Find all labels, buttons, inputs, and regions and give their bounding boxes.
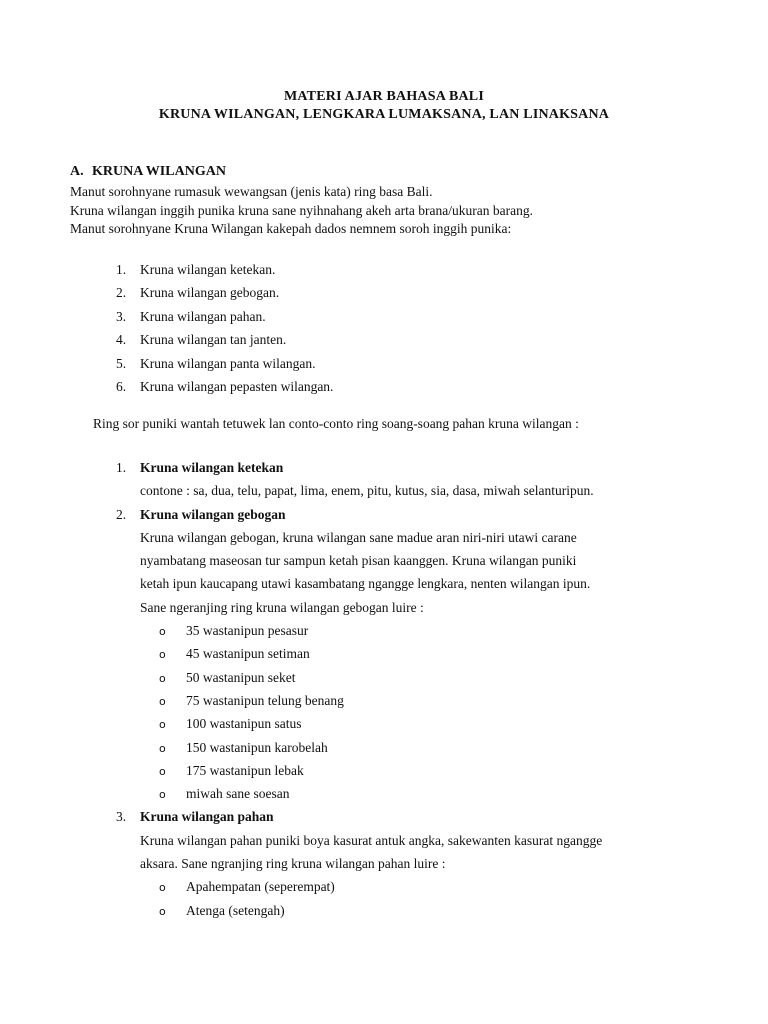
list-text: Kruna wilangan gebogan. xyxy=(140,285,280,301)
bullet-text: miwah sane soesan xyxy=(186,786,290,802)
bullet-item xyxy=(116,714,716,737)
intro-line: Kruna wilangan inggih punika kruna sane nyihnahang akeh arta brana/ukuran barang. xyxy=(70,203,533,218)
document-subtitle: KRUNA WILANGAN, LENGKARA LUMAKSANA, LAN LINAKSANA xyxy=(158,107,610,122)
list-number: 1. xyxy=(116,460,127,475)
bullet-icon: o xyxy=(159,764,166,778)
bullet-icon: o xyxy=(159,788,166,802)
bullet-text: 50 wastanipun seket xyxy=(186,669,296,685)
explanation-intro: Ring sor puniki wantah tetuwek lan conto-conto ring soang-soang pahan kruna wilangan : xyxy=(93,416,579,431)
section-title: KRUNA WILANGAN xyxy=(92,164,226,179)
bullet-icon: o xyxy=(159,625,166,639)
list-text: Kruna wilangan pahan. xyxy=(140,308,266,324)
list-number: 6. xyxy=(116,378,127,394)
detail-heading-row xyxy=(116,505,716,528)
list-item xyxy=(116,260,333,283)
list-text: Kruna wilangan ketekan. xyxy=(140,262,276,277)
detail-text: Kruna wilangan pahan puniki boya kasurat antuk angka, sakewanten kasurat ngangge xyxy=(140,832,603,848)
list-number: 1. xyxy=(116,262,127,277)
list-number: 2. xyxy=(116,506,127,522)
bullet-item xyxy=(116,784,716,807)
detail-text: Sane ngeranjing ring kruna wilangan gebogan luire : xyxy=(140,599,424,615)
bullet-text: 45 wastanipun setiman xyxy=(186,646,310,662)
bullet-text: Atenga (setengah) xyxy=(186,902,285,918)
intro-line: Manut sorohnyane rumasuk wewangsan (jenis kata) ring basa Bali. xyxy=(70,184,433,199)
bullet-icon: o xyxy=(159,671,166,685)
detail-text: contone : sa, dua, telu, papat, lima, enem, pitu, kutus, sia, dasa, miwah selanturipun. xyxy=(140,483,594,499)
bullet-text: Apahempatan (seperempat) xyxy=(186,879,335,895)
bullet-item xyxy=(116,621,716,644)
list-number: 3. xyxy=(116,809,127,825)
list-number: 5. xyxy=(116,355,127,371)
section-heading xyxy=(70,164,226,180)
bullet-item xyxy=(116,877,716,900)
bullet-icon: o xyxy=(159,694,166,708)
list-item xyxy=(116,283,333,306)
list-item xyxy=(116,330,333,353)
list-text: Kruna wilangan pepasten wilangan. xyxy=(140,378,334,394)
bullet-item xyxy=(116,738,716,761)
bullet-icon: o xyxy=(159,881,166,895)
detail-text: nyambatang maseosan tur sampun ketah pisan kaanggen. Kruna wilangan puniki xyxy=(140,553,577,569)
list-number: 3. xyxy=(116,308,127,324)
bullet-icon: o xyxy=(159,904,166,918)
details-list xyxy=(116,458,716,924)
section-letter: A. xyxy=(70,164,84,179)
bullet-text: 75 wastanipun telung benang xyxy=(186,692,344,708)
list-item xyxy=(116,377,333,400)
detail-text: Kruna wilangan gebogan, kruna wilangan sane madue aran niri-niri utawi carane xyxy=(140,529,577,545)
detail-heading: Kruna wilangan ketekan xyxy=(140,460,284,475)
bullet-icon: o xyxy=(159,718,166,732)
list-text: Kruna wilangan tan janten. xyxy=(140,332,287,348)
bullet-text: 175 wastanipun lebak xyxy=(186,762,304,778)
list-text: Kruna wilangan panta wilangan. xyxy=(140,355,316,371)
bullet-item xyxy=(116,644,716,667)
list-number: 4. xyxy=(116,332,127,348)
bullet-icon: o xyxy=(159,648,166,662)
list-item xyxy=(116,354,333,377)
bullet-item xyxy=(116,668,716,691)
bullet-text: 100 wastanipun satus xyxy=(186,716,302,732)
bullet-text: 150 wastanipun karobelah xyxy=(186,739,328,755)
bullet-item xyxy=(116,761,716,784)
document-title: MATERI AJAR BAHASA BALI xyxy=(284,89,484,104)
list-item xyxy=(116,307,333,330)
types-list xyxy=(116,260,333,400)
detail-heading-row xyxy=(116,807,716,830)
detail-heading: Kruna wilangan pahan xyxy=(140,809,274,825)
detail-text: aksara. Sane ngranjing ring kruna wilangan pahan luire : xyxy=(140,856,446,872)
bullet-icon: o xyxy=(159,741,166,755)
bullet-item xyxy=(116,691,716,714)
list-number: 2. xyxy=(116,285,127,301)
detail-heading-row xyxy=(116,458,716,481)
bullet-item xyxy=(116,901,716,924)
intro-line: Manut sorohnyane Kruna Wilangan kakepah dados nemnem soroh inggih punika: xyxy=(70,221,512,236)
detail-heading: Kruna wilangan gebogan xyxy=(140,506,286,522)
bullet-text: 35 wastanipun pesasur xyxy=(186,623,309,639)
detail-text: ketah ipun kaucapang utawi kasambatang ngangge lengkara, nenten wilangan ipun. xyxy=(140,576,591,592)
